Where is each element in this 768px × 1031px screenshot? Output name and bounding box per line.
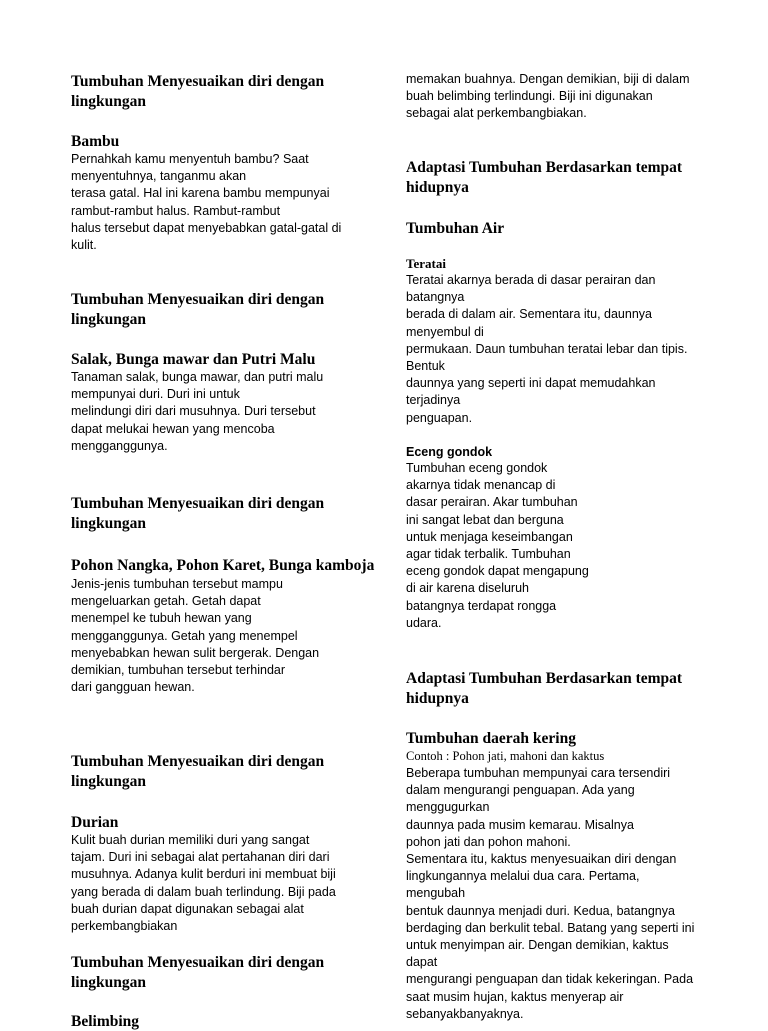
section-tumbuhan-air-sub xyxy=(406,220,736,238)
section-subheading: Bambu xyxy=(71,133,120,150)
section-body: Kulit buah durian memiliki duri yang sangat tajam. Duri ini sebagai alat pertahanan diri dari musuhnya. Adanya kulit berduri ini membuat biji yang berada di dalam buah terlindung. Biji pada buah durian dapat digunakan sebagai alat perkembangbiakan xyxy=(71,833,336,934)
section-subheading: Tumbuhan Air xyxy=(406,220,505,237)
section-subheading: Pohon Nangka, Pohon Karet, Bunga kamboja xyxy=(71,557,375,574)
section-body: Beberapa tumbuhan mempunyai cara tersendiri dalam mengurangi penguapan. Ada yang menggugurkan daunnya pada musim kemarau. Misalnya pohon jati dan pohon mahoni. Sementara itu, kaktus menyesuaikan diri dengan lingkungannya melalui dua cara. Pertama, mengubah bentuk daunnya menjadi duri. Kedua, batangnya berdaging dan berkulit tebal. Batang yang seperti ini untuk menyimpan air. Dengan demikian, kaktus dapat mengurangi penguapan dan tidak kekeringan. Pada saat musim hujan, kaktus menyerap air sebanyakbanyaknya. xyxy=(406,766,695,1021)
example-note: Contoh : Pohon jati, mahoni dan kaktus xyxy=(406,749,605,763)
section-durian-body-block xyxy=(71,814,376,935)
teratai-title: Teratai xyxy=(406,256,446,271)
section-tumbuhan-air xyxy=(406,158,736,198)
section-bambu-body-block xyxy=(71,133,376,254)
section-heading: Tumbuhan Menyesuaikan diri dengan lingkungan xyxy=(71,291,325,328)
section-body: Pernahkah kamu menyentuh bambu? Saat menyentuhnya, tanganmu akan terasa gatal. Hal ini karena bambu mempunyai rambut-rambut halus. Rambut-rambut halus tersebut dapat menyebabkan gatal-gatal di kulit. xyxy=(71,152,342,253)
eceng-title: Eceng gondok xyxy=(406,445,493,459)
section-subheading: Tumbuhan daerah kering xyxy=(406,730,576,747)
eceng-block xyxy=(406,444,736,632)
section-salak xyxy=(71,290,376,330)
section-body: Tanaman salak, bunga mawar, dan putri malu mempunyai duri. Duri ini untuk melindungi diri dari musuhnya. Duri tersebut dapat melukai hewan yang mencoba mengganggunya. xyxy=(71,370,324,453)
section-salak-body-block xyxy=(71,351,376,455)
section-heading: Tumbuhan Menyesuaikan diri dengan lingkungan xyxy=(71,954,325,991)
section-heading: Adaptasi Tumbuhan Berdasarkan tempat hidupnya xyxy=(406,159,683,196)
section-heading: Tumbuhan Menyesuaikan diri dengan lingkungan xyxy=(71,753,325,790)
section-body: Jenis-jenis tumbuhan tersebut mampu mengeluarkan getah. Getah dapat menempel ke tubuh hewan yang mengganggunya. Getah yang menempel menyebabkan hewan sulit bergerak. Dengan demikian, tumbuhan tersebut terhindar dari gangguan hewan. xyxy=(71,577,320,695)
section-heading: Tumbuhan Menyesuaikan diri dengan lingkungan xyxy=(71,495,325,532)
section-bambu xyxy=(71,72,376,112)
section-belimbing-body-block xyxy=(71,1013,376,1031)
section-subheading: Durian xyxy=(71,814,119,831)
section-subheading: Salak, Bunga mawar dan Putri Malu xyxy=(71,351,316,368)
section-subheading: Belimbing xyxy=(71,1013,140,1030)
section-heading: Tumbuhan Menyesuaikan diri dengan lingkungan xyxy=(71,73,325,110)
intro-continuation xyxy=(406,71,736,123)
section-daerah-kering xyxy=(406,669,736,709)
section-belimbing xyxy=(71,953,376,993)
section-durian xyxy=(71,752,376,792)
teratai-block xyxy=(406,256,736,427)
eceng-body: Tumbuhan eceng gondok akarnya tidak menancap di dasar perairan. Akar tumbuhan ini sangat lebat dan berguna untuk menjaga keseimbangan agar tidak terbalik. Tumbuhan eceng gondok dapat mengapung di air karena diseluruh batangnya terdapat rongga udara. xyxy=(406,461,589,630)
section-nangka xyxy=(71,494,376,534)
section-heading: Adaptasi Tumbuhan Berdasarkan tempat hidupnya xyxy=(406,670,683,707)
section-body: memakan buahnya. Dengan demikian, biji di dalam buah belimbing terlindungi. Biji ini digunakan sebagai alat perkembangbiakan. xyxy=(406,72,690,121)
section-nangka-body-block xyxy=(71,556,376,696)
teratai-body: Teratai akarnya berada di dasar perairan dan batangnya berada di dalam air. Sementara itu, daunnya menyembul di permukaan. Daun tumbuhan teratai lebar dan tipis. Bentuk daunnya yang seperti ini dapat memudahkan terjadinya penguapan. xyxy=(406,273,688,425)
section-daerah-kering-body-block xyxy=(406,730,736,1023)
